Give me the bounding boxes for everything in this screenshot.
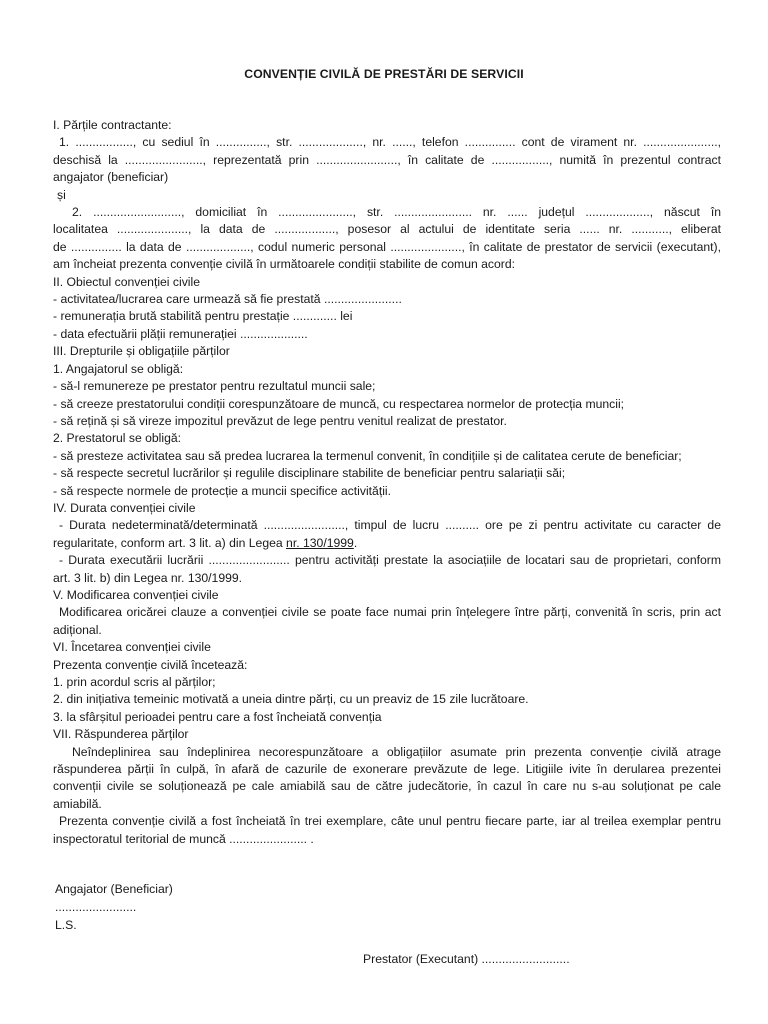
obligation-item: - să creeze prestatorului condiții corespunzătoare de muncă, cu respectarea normelor de protecția muncii;: [53, 396, 625, 411]
section-2-heading: II. Obiectul convenției civile: [53, 274, 200, 289]
modification-line: Modificarea oricărei clauze a convenției civile se poate face numai prin înțelegere între părți, convenită în scris, prin act: [59, 605, 721, 620]
party-2-line-2: localitatea ....................., la data de .................., posesor al actului de identitate seria ...... nr. ..........., eliberat: [53, 222, 721, 237]
liability-line: amiabilă.: [53, 796, 102, 811]
copies-line: inspectoratul teritorial de muncă ....................... .: [53, 831, 314, 846]
obligation-item: - să respecte secretul lucrărilor și regulile disciplinare stabilite de beneficiar pentru salariații săi;: [53, 466, 566, 481]
party-2-line-1: 2. .........................., domiciliat în ......................, str. ....................... nr. ...... județul ..................., născut în: [72, 205, 721, 220]
copies-line: Prezenta convenție civilă a fost încheiată în trei exemplare, câte unul pentru fiecare parte, iar al treilea exemplar pentru: [59, 814, 721, 829]
document-title: CONVENȚIE CIVILĂ DE PRESTĂRI DE SERVICII: [244, 67, 524, 81]
termination-item: 2. din inițiativa temeinic motivată a uneia dintre părți, cu un preaviz de 15 zile lucrătoare.: [53, 692, 529, 707]
liability-line: răspunderea părții în culpă, în afară de cazurile de exonerare prevăzute de lege. Litigiile ivite în derularea prezentei: [53, 762, 721, 777]
duration-text: regularitate, conform art. 3 lit. a) din Legea: [53, 535, 287, 550]
duration-text: .: [353, 535, 358, 550]
section-6-heading: VI. Încetarea convenției civile: [53, 640, 211, 655]
obligation-item: - să rețină și să vireze impozitul prevăzut de lege pentru venitul realizat de prestator.: [53, 413, 507, 428]
party-1-line-3: angajator (beneficiar): [53, 170, 169, 185]
employer-obligations-heading: 1. Angajatorul se obligă:: [53, 361, 184, 376]
provider-signature-label: Prestator (Executant) ..........................: [363, 952, 570, 966]
liability-line: convenții civile se soluționează pe cale amiabilă sau de către judecătorie, în cazul în care nu s-au soluționat pe cale: [53, 779, 721, 794]
conjunction-si: și: [57, 187, 66, 202]
termination-intro: Prezenta convenție civilă încetează:: [53, 657, 248, 672]
termination-item: 1. prin acordul scris al părților;: [53, 675, 216, 689]
duration-line: art. 3 lit. b) din Legea nr. 130/1999.: [53, 570, 243, 585]
obligation-item: - să-l remunereze pe prestator pentru rezultatul muncii sale;: [53, 379, 376, 394]
section-3-heading: III. Drepturile și obligațiile părților: [53, 344, 230, 359]
duration-line: [53, 535, 721, 552]
party-2-line-4: am încheiat prezenta convenție civilă în următoarele condiții stabilite de comun acord:: [53, 257, 516, 272]
modification-line: adițional.: [53, 622, 102, 637]
section-5-heading: V. Modificarea convenției civile: [53, 587, 219, 602]
section-1-heading: I. Părțile contractante:: [53, 118, 172, 132]
object-item: - remunerația brută stabilită pentru prestație ............. lei: [53, 309, 353, 324]
obligation-item: - să presteze activitatea sau să predea lucrarea la termenul convenit, în condițiile și de calitatea cerute de beneficiar;: [53, 448, 682, 463]
provider-obligations-heading: 2. Prestatorul se obligă:: [53, 431, 182, 446]
section-4-heading: IV. Durata convenției civile: [53, 500, 196, 515]
section-7-heading: VII. Răspunderea părților: [53, 727, 189, 742]
duration-line: - Durata executării lucrării ........................ pentru activități prestate la asociațiile de locatari sau de proprietari, conform: [59, 553, 721, 568]
seal-mark: L.S.: [55, 918, 77, 932]
party-2-line-3: de ............... la data de ..................., codul numeric personal ....................., în calitate de prestator de servicii (executant),: [53, 239, 721, 254]
employer-signature-label: Angajator (Beneficiar): [55, 882, 173, 896]
object-item: - data efectuării plății remunerației ....................: [53, 326, 308, 341]
law-link[interactable]: nr. 130/1999: [286, 535, 354, 550]
termination-item: 3. la sfârșitul perioadei pentru care a fost încheiată convenția: [53, 709, 382, 724]
party-1-line-2: deschisă la ......................., reprezentată prin ........................, în calitate de ................., numită în prezentul contract: [53, 152, 721, 167]
document-body: [53, 117, 721, 848]
obligation-item: - să respecte normele de protecție a muncii specifice activității.: [53, 483, 392, 498]
liability-line: Neîndeplinirea sau îndeplinirea necorespunzătoare a obligațiilor asumate prin prezenta convenție civilă atrage: [72, 744, 721, 759]
object-item: - activitatea/lucrarea care urmează să fie prestată .......................: [53, 292, 402, 307]
employer-signature-line: ........................: [55, 900, 137, 914]
party-1-line-1: 1. ................., cu sediul în ..............., str. ..................., nr. ......, telefon ............... cont de virament nr. ......................,: [59, 135, 721, 150]
duration-line: - Durata nedeterminată/determinată ........................, timpul de lucru .......... ore pe zi pentru activitate cu caracter de: [59, 518, 721, 533]
